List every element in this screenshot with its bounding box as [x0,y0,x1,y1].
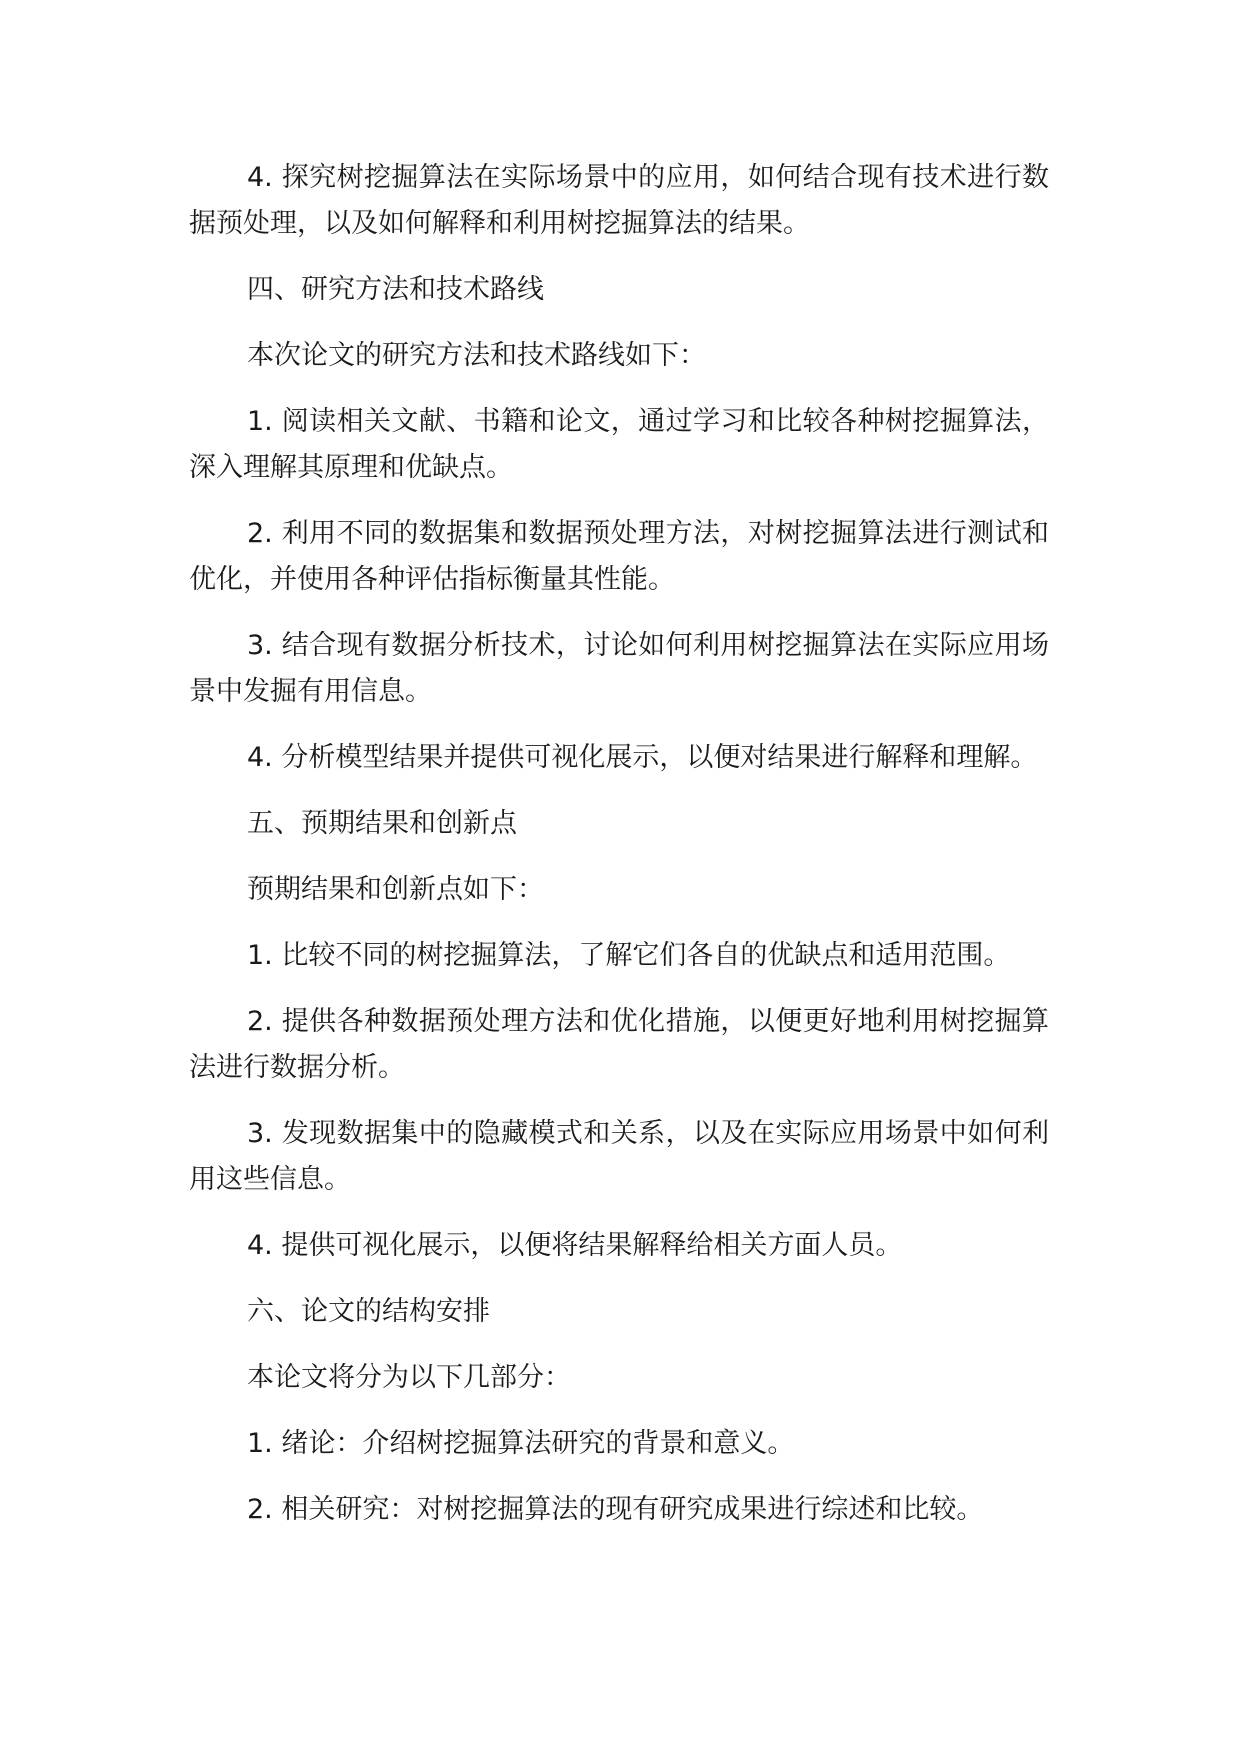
list-item: 2. 提供各种数据预处理方法和优化措施，以便更好地利用树挖掘算法进行数据分析。 [189,1006,1049,1083]
list-item: 3. 结合现有数据分析技术，讨论如何利用树挖掘算法在实际应用场景中发掘有用信息。 [189,630,1049,707]
list-item: 4. 分析模型结果并提供可视化展示，以便对结果进行解释和理解。 [247,742,1038,773]
paragraph-2: 本次论文的研究方法和技术路线如下： [247,340,706,371]
paragraph-4: 本论文将分为以下几部分： [247,1362,571,1393]
section-heading-5: 五、预期结果和创新点 [247,808,517,839]
list-item: 1. 阅读相关文献、书籍和论文，通过学习和比较各种树挖掘算法，深入理解其原理和优缺点。 [189,406,1049,483]
list-item: 2. 利用不同的数据集和数据预处理方法，对树挖掘算法进行测试和优化，并使用各种评估指标衡量其性能。 [189,518,1049,595]
paragraph-1: 4. 探究树挖掘算法在实际场景中的应用，如何结合现有技术进行数据预处理，以及如何解释和利用树挖掘算法的结果。 [189,162,1049,239]
list-item: 2. 相关研究：对树挖掘算法的现有研究成果进行综述和比较。 [247,1494,984,1525]
section-heading-6: 六、论文的结构安排 [247,1296,490,1327]
document-body [189,155,1049,1553]
paragraph-3: 预期结果和创新点如下： [247,874,544,905]
list-item: 1. 比较不同的树挖掘算法，了解它们各自的优缺点和适用范围。 [247,940,1011,971]
list-item: 3. 发现数据集中的隐藏模式和关系，以及在实际应用场景中如何利用这些信息。 [189,1118,1049,1195]
list-item: 4. 提供可视化展示，以便将结果解释给相关方面人员。 [247,1230,903,1261]
list-item: 1. 绪论：介绍树挖掘算法研究的背景和意义。 [247,1428,795,1459]
section-heading-4: 四、研究方法和技术路线 [247,274,544,305]
